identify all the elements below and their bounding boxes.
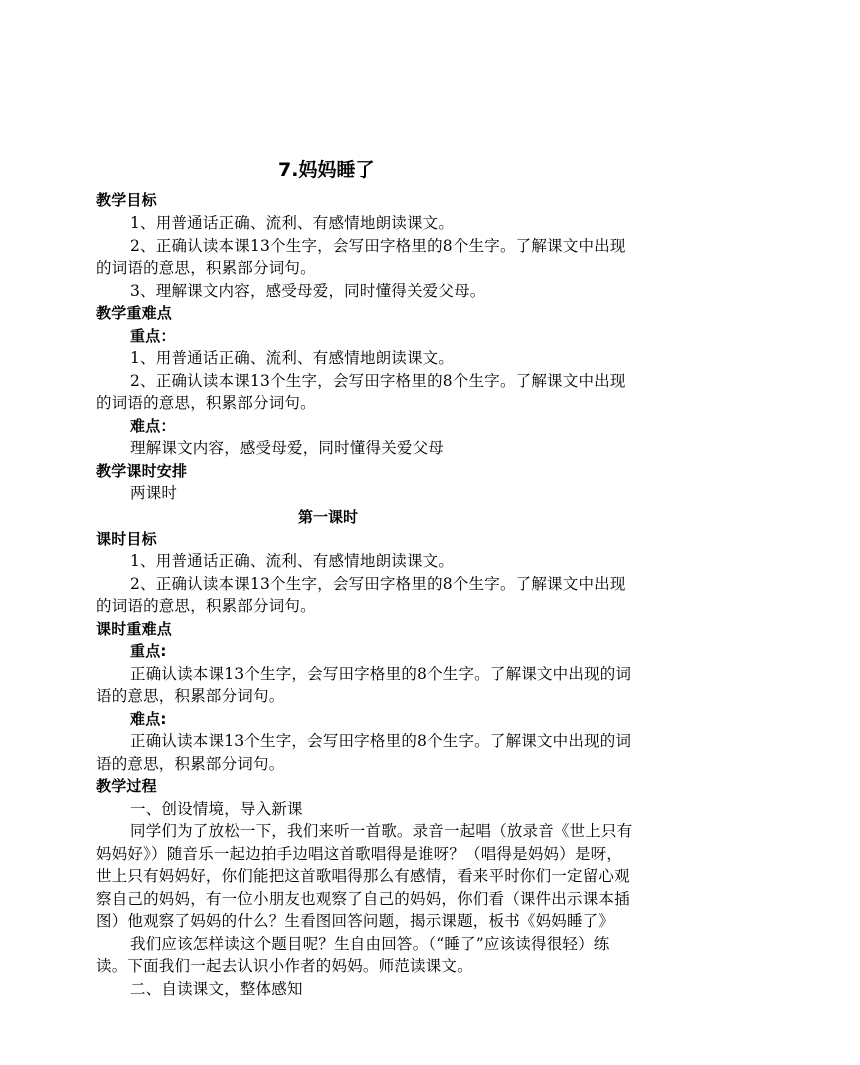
- process-heading: 教学过程: [96, 777, 157, 795]
- lesson-goal-line: 1、用普通话正确、流利、有感情地朗读课文。: [130, 552, 455, 570]
- lesson-focus-line: 正确认读本课13个生字，会写田字格里的8个生字。了解课文中出现的词: [130, 665, 632, 683]
- process-line: 二、自读课文，整体感知: [130, 980, 303, 998]
- process-line: 我们应该怎样读这个题目呢？生自由回答。（“睡了”应该读得很轻）练: [130, 935, 610, 953]
- lesson-difficulty-line: 正确认读本课13个生字，会写田字格里的8个生字。了解课文中出现的词: [130, 732, 632, 750]
- difficulty-line: 理解课文内容，感受母爱，同时懂得关爱父母: [130, 439, 445, 457]
- schedule-heading: 教学课时安排: [96, 462, 188, 480]
- focus-line: 2、正确认读本课13个生字，会写田字格里的8个生字。了解课文中出现: [130, 372, 626, 390]
- lesson-keypoints-heading: 课时重难点: [96, 620, 173, 638]
- goal-line: 的词语的意思，积累部分词句。: [96, 259, 316, 277]
- goals-heading: 教学目标: [96, 191, 157, 209]
- process-line: 世上只有妈妈好，你们能把这首歌唱得那么有感情，看来平时你们一定留心观: [96, 867, 630, 885]
- lesson-focus-label: 重点:: [130, 642, 167, 660]
- lesson-goals-heading: 课时目标: [96, 530, 157, 548]
- goal-line: 3、理解课文内容，感受母爱，同时懂得关爱父母。: [130, 282, 486, 300]
- lesson-focus-line: 语的意思，积累部分词句。: [96, 687, 285, 705]
- process-line: 察自己的妈妈，有一位小朋友也观察了自己的妈妈，你们看（课件出示课本插: [96, 890, 630, 908]
- goal-line: 1、用普通话正确、流利、有感情地朗读课文。: [130, 214, 455, 232]
- keypoints-heading: 教学重难点: [96, 304, 173, 322]
- process-line: 读。下面我们一起去认识小作者的妈妈。师范读课文。: [96, 957, 473, 975]
- difficulty-label: 难点：: [130, 417, 176, 435]
- goal-line: 2、正确认读本课13个生字，会写田字格里的8个生字。了解课文中出现: [130, 237, 626, 255]
- focus-line: 的词语的意思，积累部分词句。: [96, 394, 316, 412]
- lesson-goal-line: 2、正确认读本课13个生字，会写田字格里的8个生字。了解课文中出现: [130, 575, 626, 593]
- focus-line: 1、用普通话正确、流利、有感情地朗读课文。: [130, 349, 455, 367]
- lesson-heading: 第一课时: [298, 508, 359, 526]
- process-line: 同学们为了放松一下，我们来听一首歌。录音一起唱（放录音《世上只有: [130, 822, 633, 840]
- lesson-goal-line: 的词语的意思，积累部分词句。: [96, 597, 316, 615]
- focus-label: 重点：: [130, 327, 176, 345]
- document-title: 7.妈妈睡了: [278, 159, 375, 181]
- process-line: 妈妈好》）随音乐一起边拍手边唱这首歌唱得是谁呀？（唱得是妈妈）是呀，: [96, 845, 623, 863]
- lesson-difficulty-label: 难点:: [130, 710, 167, 728]
- lesson-difficulty-line: 语的意思，积累部分词句。: [96, 755, 285, 773]
- schedule-text: 两课时: [130, 484, 178, 502]
- process-line: 图）他观察了妈妈的什么？生看图回答问题，揭示课题，板书《妈妈睡了》: [96, 912, 615, 930]
- process-line: 一、创设情境，导入新课: [130, 800, 303, 818]
